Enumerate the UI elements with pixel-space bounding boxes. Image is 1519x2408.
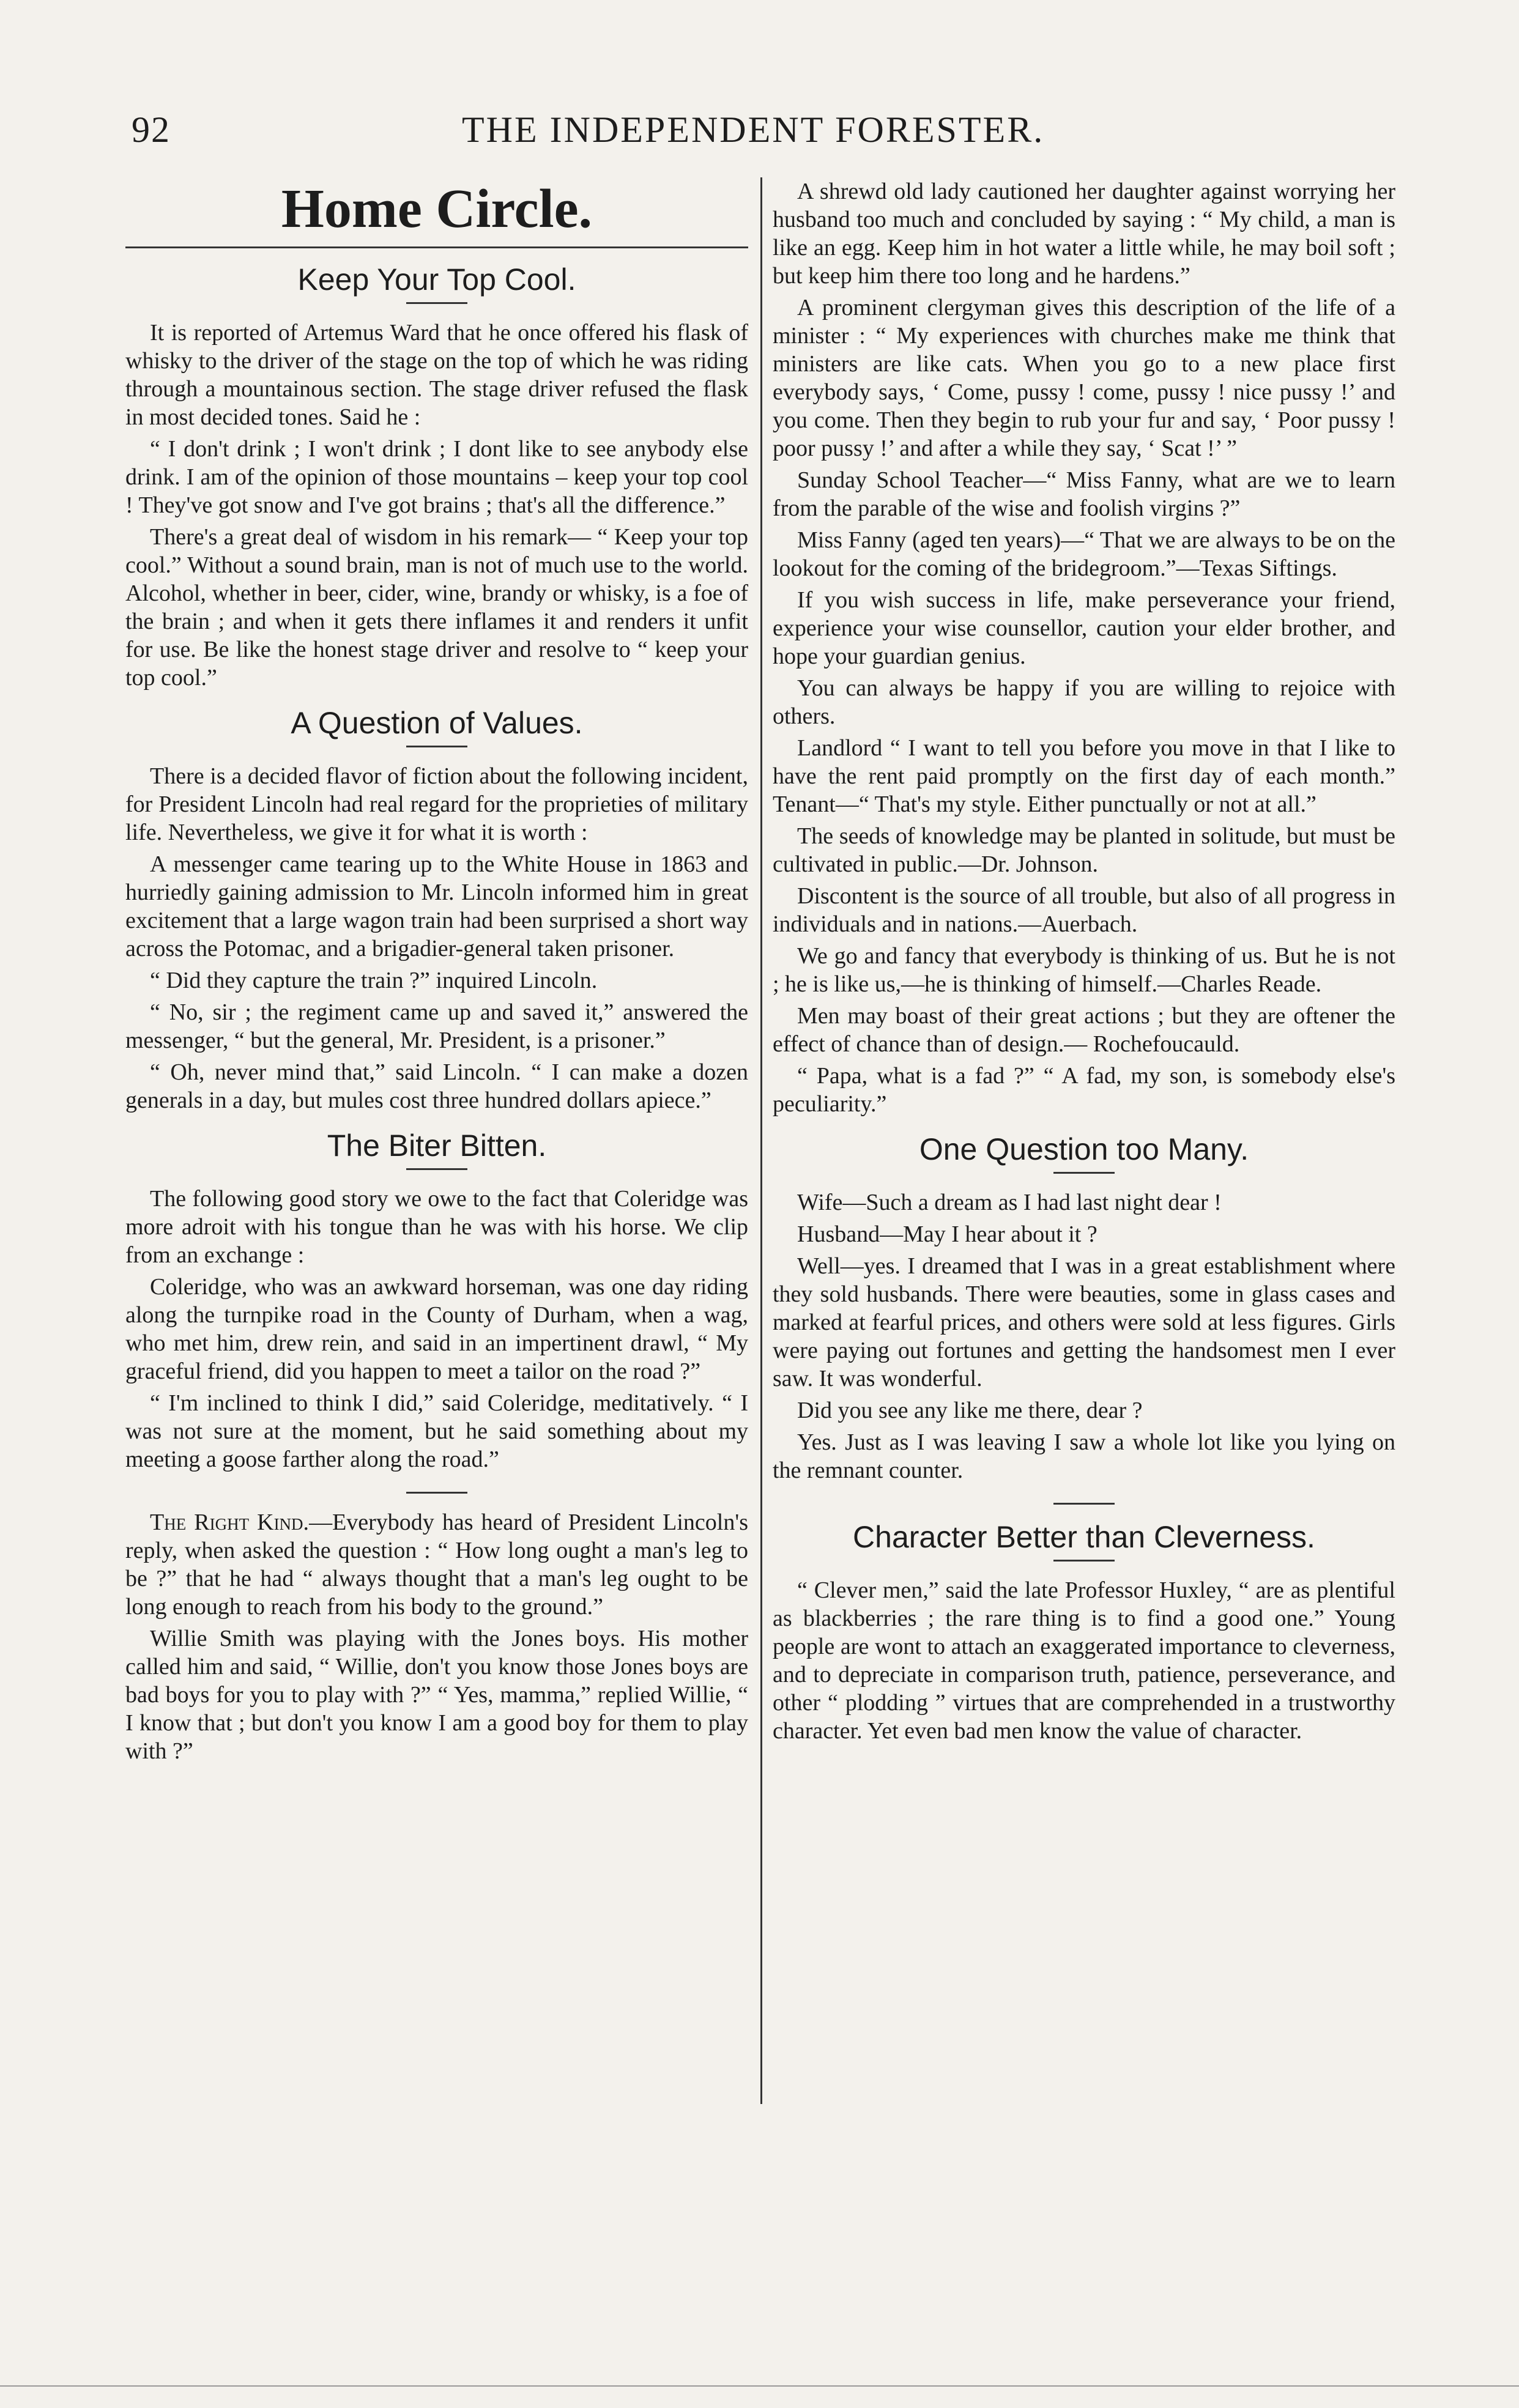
paragraph: Discontent is the source of all trouble, but also of all progress in individuals and in nations.—Auerbach.	[773, 883, 1395, 937]
paragraph: Well—yes. I dreamed that I was in a great establishment where they sold husbands. There were beauties, some in glass cases and marked at fearful prices, and others were sold at less figures. Girls were paying out fortunes and getting the handsomest men I ever saw. It was wonderful.	[773, 1253, 1395, 1391]
paragraph: “ Did they capture the train ?” inquired Lincoln.	[150, 968, 598, 993]
column-divider	[760, 177, 762, 2104]
page-number: 92	[132, 109, 171, 150]
paragraph: If you wish success in life, make perseverance your friend, experience your wise counsellor, caution your elder brother, and hope your guardian genius.	[773, 587, 1395, 669]
article-title-character: Character Better than Cleverness.	[853, 1520, 1315, 1554]
paragraph: Men may boast of their great actions ; but they are oftener the effect of chance than of design.— Rochefoucauld.	[773, 1003, 1395, 1057]
section-heading: Home Circle.	[281, 179, 593, 239]
paragraph: The following good story we owe to the fact that Coleridge was more adroit with his tongue than he was with his horse. We clip from an exchange :	[125, 1186, 748, 1268]
heading-rule	[125, 246, 748, 248]
left-column	[125, 177, 748, 1769]
paragraph: There's a great deal of wisdom in his remark— “ Keep your top cool.” Without a sound brain, man is not of much use to the world. Alcohol, whether in beer, cider, wine, brandy or whisky, is a foe of the brain ; and when it gets there inflames it and renders it unfit for use. Be like the honest stage driver and resolve to “ keep your top cool.”	[125, 524, 748, 691]
paragraph: “ I'm inclined to think I did,” said Coleridge, meditatively. “ I was not sure at the moment, but he said something about my meeting a goose farther along the road.”	[125, 1390, 748, 1472]
paragraph: Did you see any like me there, dear ?	[797, 1398, 1143, 1423]
right-column	[773, 177, 1395, 1749]
paragraph: “ Papa, what is a fad ?” “ A fad, my son, is somebody else's peculiarity.”	[773, 1063, 1395, 1117]
article-title-biter-bitten: The Biter Bitten.	[327, 1128, 547, 1163]
title-rule	[1053, 1172, 1115, 1174]
paragraph: “ No, sir ; the regiment came up and saved it,” answered the messenger, “ but the general, Mr. President, is a prisoner.”	[125, 999, 748, 1053]
title-rule	[406, 302, 467, 304]
paragraph: There is a decided flavor of fiction about the following incident, for President Lincoln had real regard for the proprieties of military life. Nevertheless, we give it for what it is worth :	[125, 763, 748, 845]
paragraph: Landlord “ I want to tell you before you move in that I like to have the rent paid promptly on the first day of each month.” Tenant—“ That's my style. Either punctually or not at all.”	[773, 735, 1395, 817]
paragraph: Miss Fanny (aged ten years)—“ That we are always to be on the lookout for the coming of the bridegroom.”—Texas Siftings.	[773, 527, 1395, 581]
separator-rule	[1053, 1503, 1115, 1505]
title-rule	[1053, 1560, 1115, 1561]
paragraph: The seeds of knowledge may be planted in solitude, but must be cultivated in public.—Dr. Johnson.	[773, 823, 1395, 877]
paragraph: A messenger came tearing up to the White House in 1863 and hurriedly gaining admission to Mr. Lincoln informed him in great excitement that a large wagon train had been surprised a short way across the Potomac, and a brigadier-general taken prisoner.	[125, 851, 748, 961]
article-title-question-of-values: A Question of Values.	[291, 706, 583, 740]
paragraph: It is reported of Artemus Ward that he once offered his flask of whisky to the driver of the stage on the top of which he was riding through a mountainous section. The stage driver refused the flask in most decided tones. Said he :	[125, 320, 748, 430]
separator-rule	[406, 1492, 467, 1494]
paragraph: A prominent clergyman gives this description of the life of a minister : “ My experiences with churches make me think that ministers are like cats. When you go to a new place first everybody says, ‘ Come, pussy ! come, pussy ! nice pussy !’ and you come. Then they begin to rub your fur and say, ‘ Poor pussy ! poor pussy !’ and after a while they say, ‘ Scat !’ ”	[773, 295, 1395, 461]
paragraph: Sunday School Teacher—“ Miss Fanny, what are we to learn from the parable of the wise and foolish virgins ?”	[773, 467, 1395, 521]
paragraph: Wife—Such a dream as I had last night dear !	[797, 1190, 1222, 1215]
paragraph: Coleridge, who was an awkward horseman, was one day riding along the turnpike road in the County of Durham, when a wag, who met him, drew rein, and said in an impertinent drawl, “ My graceful friend, did you happen to meet a tailor on the road ?”	[125, 1274, 748, 1384]
article-title-keep-top-cool: Keep Your Top Cool.	[297, 262, 576, 297]
paragraph: Willie Smith was playing with the Jones boys. His mother called him and said, “ Willie, don't you know those Jones boys are bad boys for you to play with ?” “ Yes, mamma,” replied Willie, “ I know that ; but don't you know I am a good boy for them to play with ?”	[125, 1626, 748, 1764]
page-edge-line	[0, 2385, 1519, 2387]
paragraph: You can always be happy if you are willing to rejoice with others.	[773, 675, 1395, 729]
article-title-one-question: One Question too Many.	[919, 1132, 1249, 1166]
journal-title: THE INDEPENDENT FORESTER.	[462, 109, 1045, 150]
paragraph-right-kind	[125, 1508, 748, 1621]
paragraph: Husband—May I hear about it ?	[797, 1221, 1097, 1247]
page-header	[132, 109, 1398, 158]
right-kind-lead: The Right Kind.	[150, 1510, 310, 1535]
title-rule	[406, 746, 467, 747]
right-kind-text: —Everybody has heard of President Lincoln's reply, when asked the question : “ How long ought a man's leg to be ?” that he had “ always thought that a man's leg ought to be long enough to reach from his body to the ground.”	[125, 1510, 748, 1620]
paragraph: Yes. Just as I was leaving I saw a whole lot like you lying on the remnant counter.	[773, 1429, 1395, 1483]
paragraph: “ Oh, never mind that,” said Lincoln. “ I can make a dozen generals in a day, but mules cost three hundred dollars apiece.”	[125, 1059, 748, 1113]
paragraph: We go and fancy that everybody is thinking of us. But he is not ; he is like us,—he is thinking of himself.—Charles Reade.	[773, 943, 1395, 997]
paragraph: “ Clever men,” said the late Professor Huxley, “ are as plentiful as blackberries ; the rare thing is to find a good one.” Young people are wont to attach an exaggerated importance to cleverness, and to depreciate in comparison truth, patience, perseverance, and other “ plodding ” virtues that are comprehended in a trustworthy character. Yet even bad men know the value of character.	[773, 1577, 1395, 1744]
paragraph: “ I don't drink ; I won't drink ; I dont like to see anybody else drink. I am of the opinion of those mountains – keep your top cool ! They've got snow and I've got brains ; that's all the difference.”	[125, 436, 748, 518]
title-rule	[406, 1168, 467, 1170]
paragraph: A shrewd old lady cautioned her daughter against worrying her husband too much and concluded by saying : “ My child, a man is like an egg. Keep him in hot water a little while, he may boil soft ; but keep him there too long and he hardens.”	[773, 179, 1395, 289]
